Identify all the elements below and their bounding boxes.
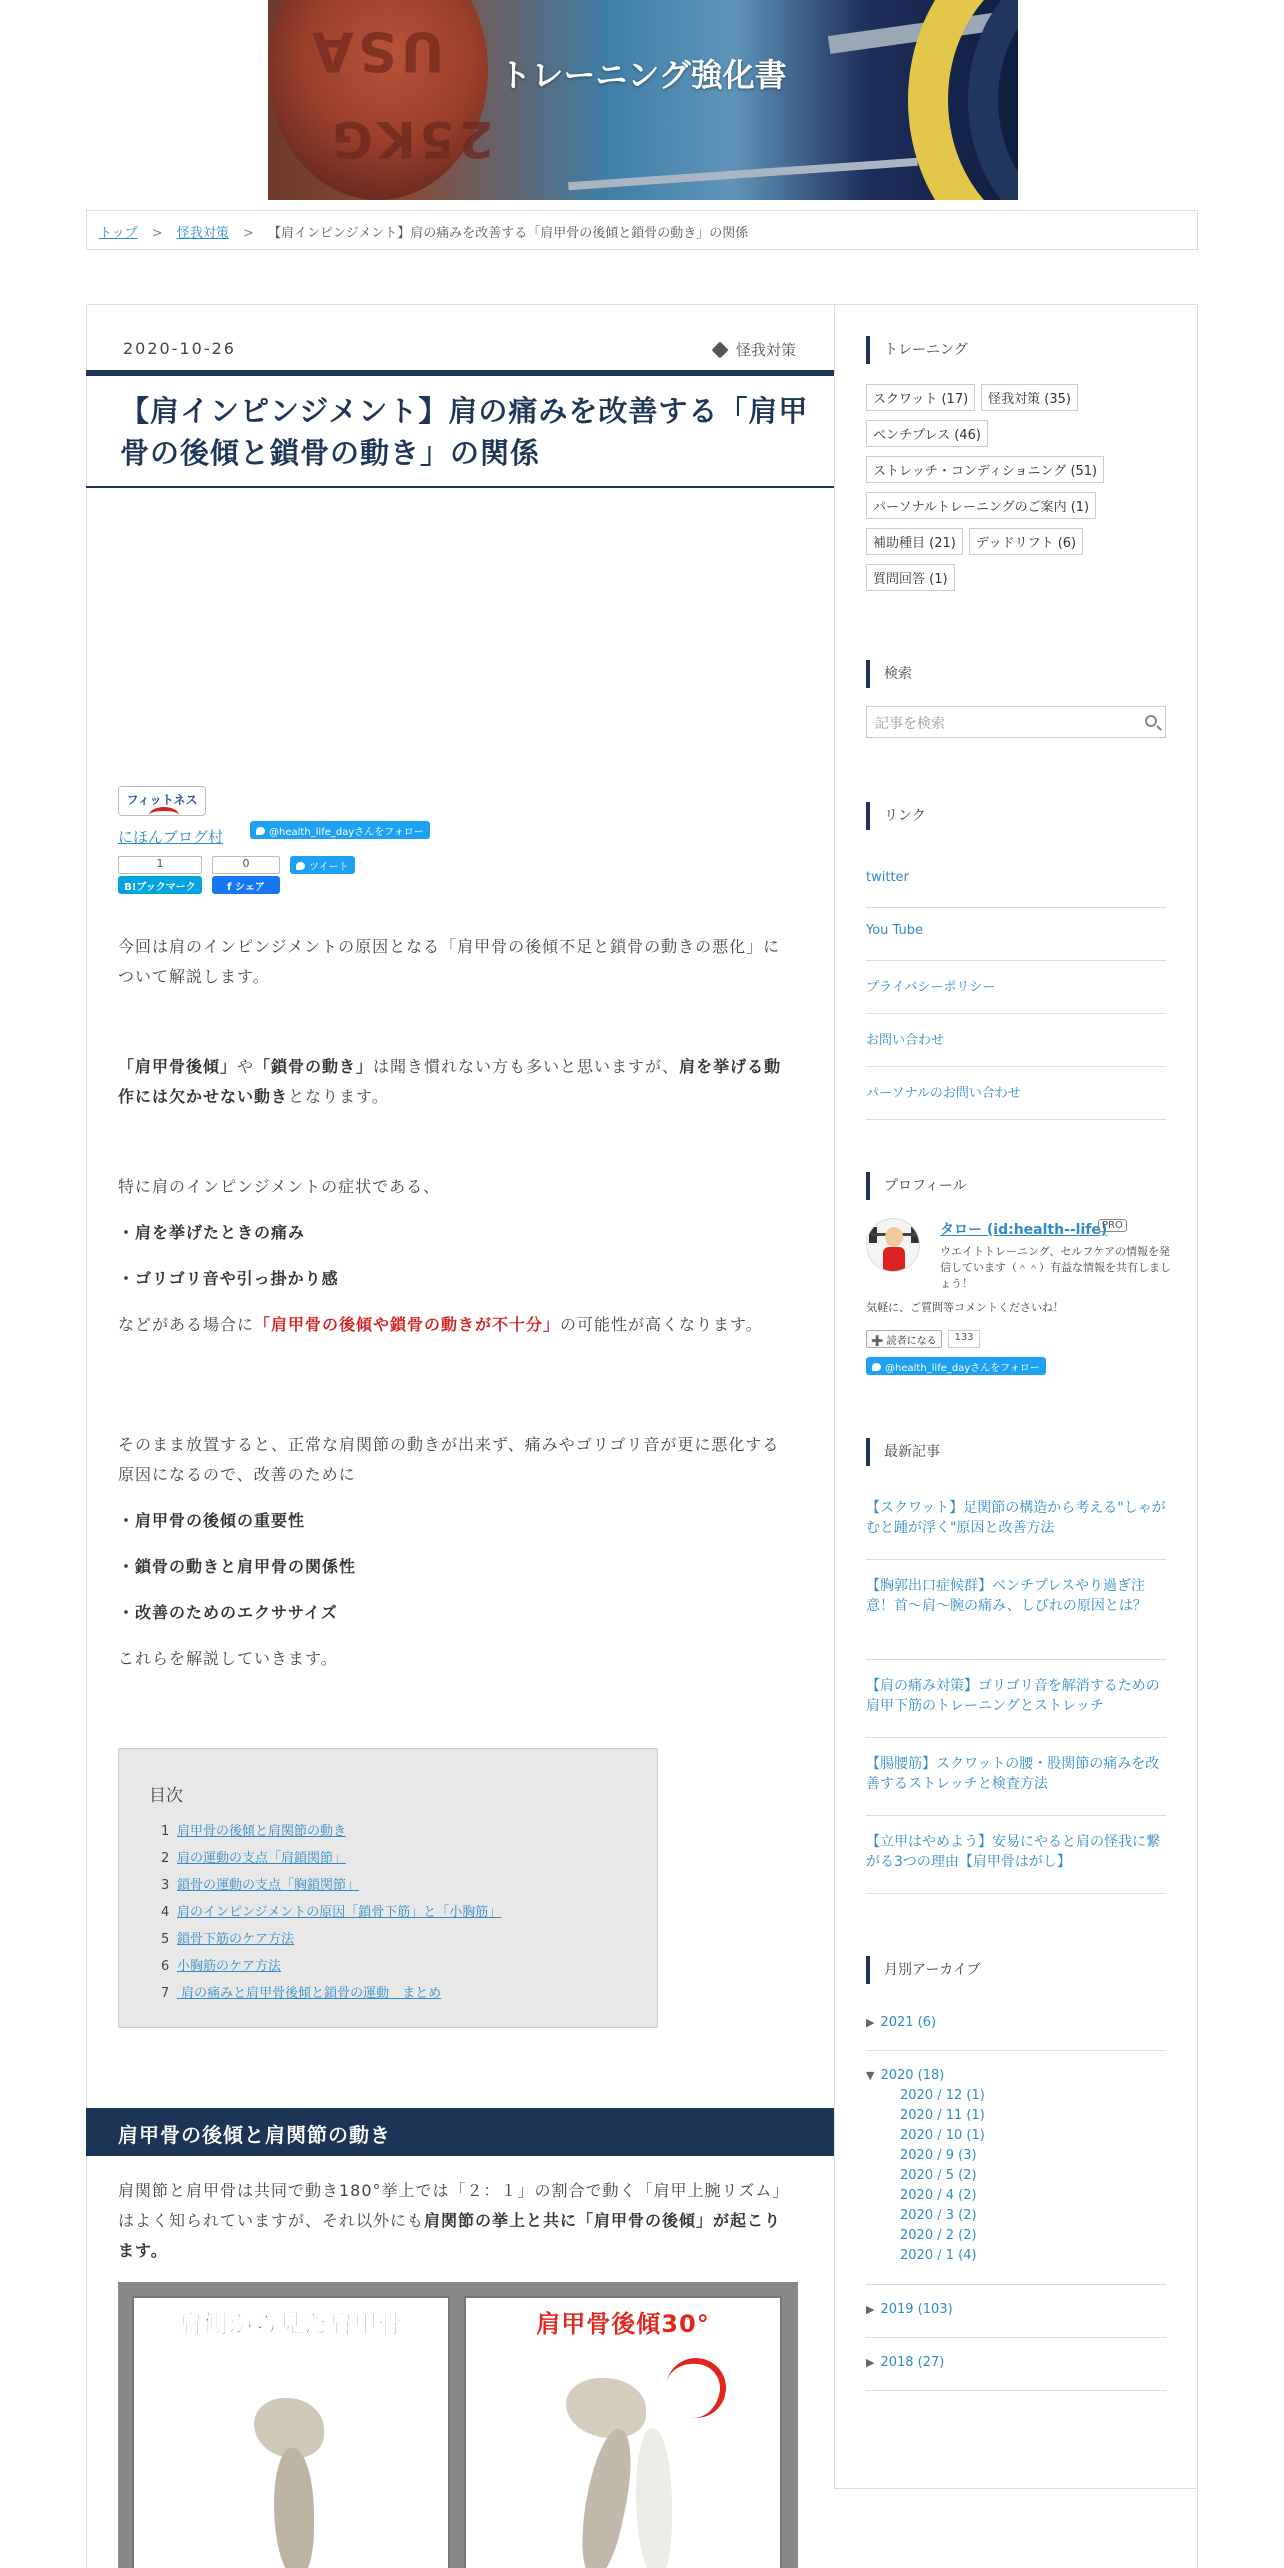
breadcrumb bbox=[86, 210, 1198, 250]
archive-divider bbox=[866, 2284, 1166, 2285]
archive-year-2021[interactable] bbox=[866, 2015, 936, 2030]
toc-title: 目次 bbox=[149, 1786, 183, 1806]
category-tag[interactable]: パーソナルトレーニングのご案内 (1) bbox=[866, 492, 1096, 519]
site-header-banner[interactable] bbox=[268, 0, 1018, 200]
toc-link[interactable]: 鎖骨の運動の支点「胸鎖関節」 bbox=[177, 1878, 360, 1893]
search-icon[interactable] bbox=[1145, 715, 1157, 727]
scapula-bone-image bbox=[566, 2378, 646, 2438]
hatena-label: B!ブックマーク bbox=[118, 876, 202, 894]
search-input[interactable] bbox=[866, 706, 1166, 738]
avatar-head bbox=[885, 1227, 903, 1247]
expand-arrow-icon[interactable]: ▶ bbox=[866, 2016, 875, 2029]
expand-arrow-icon[interactable]: ▶ bbox=[866, 2356, 875, 2369]
recent-post-link[interactable]: 【スクワット】足関節の構造から考える"しゃがむと踵が浮く"原因と改善方法 bbox=[866, 1498, 1166, 1560]
toc-item[interactable] bbox=[149, 1899, 627, 1926]
facebook-icon: f bbox=[227, 882, 236, 893]
bold-text: 「肩甲骨後傾」 bbox=[118, 1057, 238, 1076]
paragraph bbox=[118, 1052, 788, 1112]
archive-divider bbox=[866, 2050, 1166, 2051]
facebook-share-button[interactable] bbox=[212, 856, 280, 894]
sidebar-link-privacy[interactable]: プライバシーポリシー bbox=[866, 961, 1166, 1014]
avatar[interactable] bbox=[866, 1218, 920, 1272]
twitter-follow-label: @health_life_dayさんをフォロー bbox=[269, 827, 424, 838]
bold-text: 肩を挙げる動作には欠かせない動き bbox=[118, 1057, 782, 1106]
toc-link[interactable]: 肩甲骨の後傾と肩関節の動き bbox=[177, 1824, 347, 1839]
toc-item[interactable] bbox=[149, 1926, 627, 1953]
sidebar-link-youtube[interactable]: You Tube bbox=[866, 908, 1166, 961]
subscriber-count: 133 bbox=[948, 1330, 980, 1348]
archive-year-2020[interactable] bbox=[866, 2068, 944, 2083]
breadcrumb-category-link[interactable]: 怪我対策 bbox=[176, 226, 229, 241]
archive-month-link[interactable]: 2020 / 10 (1) bbox=[900, 2128, 985, 2143]
archive-month-link[interactable]: 2020 / 4 (2) bbox=[900, 2188, 977, 2203]
badge-swoosh-icon bbox=[149, 807, 179, 816]
profile-description-2: 気軽に、ご質問等コメントくださいね！ bbox=[866, 1301, 1064, 1314]
sidebar-profile-title: プロフィール bbox=[866, 1172, 967, 1200]
archive-month-link[interactable]: 2020 / 1 (4) bbox=[900, 2248, 977, 2263]
category-tag[interactable]: 怪我対策 (35) bbox=[981, 384, 1078, 411]
twitter-bird-icon bbox=[872, 1363, 881, 1371]
archive-divider bbox=[866, 2390, 1166, 2391]
paragraph bbox=[118, 2176, 788, 2266]
hatena-bookmark-button[interactable] bbox=[118, 856, 202, 894]
tweet-button[interactable] bbox=[290, 856, 355, 874]
scapula-bone-image bbox=[274, 2448, 314, 2568]
breadcrumb-separator: > bbox=[151, 226, 163, 241]
toc-num: 3 bbox=[161, 1878, 170, 1893]
toc-link[interactable]: 肩の痛みと肩甲骨後傾と鎖骨の運動 まとめ bbox=[177, 1986, 442, 2001]
sidebar-link-contact[interactable]: お問い合わせ bbox=[866, 1014, 1166, 1067]
recent-post-link[interactable]: 【胸郭出口症候群】ベンチプレスやり過ぎ注意！首〜肩〜腕の痛み、しびれの原因とは？ bbox=[866, 1576, 1166, 1660]
scapula-figure bbox=[118, 2282, 798, 2568]
post-title: 【肩インピンジメント】肩の痛みを改善する「肩甲骨の後傾と鎖骨の動き」の関係 bbox=[120, 394, 809, 471]
site-title[interactable]: トレーニング強化書 bbox=[499, 56, 787, 94]
twitter-bird-icon bbox=[296, 862, 305, 870]
breadcrumb-separator: > bbox=[242, 226, 254, 241]
archive-divider bbox=[866, 2337, 1166, 2338]
fitness-blog-badge[interactable] bbox=[118, 786, 206, 816]
figure-caption-left: 肩側から見た肩甲骨 bbox=[178, 2310, 404, 2338]
profile-description: ウエイトトレーニング、セルフケアの情報を発信しています（＾＾）有益な情報を共有しましょう！ bbox=[940, 1245, 1171, 1290]
recent-post-link[interactable]: 【腸腰筋】スクワットの腰・股関節の痛みを改善するストレッチと検査方法 bbox=[866, 1754, 1166, 1816]
category-tag[interactable]: ベンチプレス (46) bbox=[866, 420, 988, 447]
text: は聞き慣れない方も多いと思いますが、 bbox=[373, 1057, 680, 1076]
category-tag[interactable]: スクワット (17) bbox=[866, 384, 975, 411]
pro-badge: PRO bbox=[1098, 1219, 1127, 1232]
toc-num: 4 bbox=[161, 1905, 170, 1920]
post-category[interactable] bbox=[714, 339, 796, 360]
tweet-label: ツイート bbox=[309, 862, 349, 873]
sidebar-bottom-border bbox=[834, 2488, 1198, 2489]
bullet-item: ・鎖骨の動きと肩甲骨の関係性 bbox=[118, 1557, 357, 1576]
category-tag[interactable]: デッドリフト (6) bbox=[969, 528, 1083, 555]
toc-item[interactable] bbox=[149, 1845, 627, 1872]
breadcrumb-current: 【肩インピンジメント】肩の痛みを改善する「肩甲骨の後傾と鎖骨の動き」の関係 bbox=[268, 226, 749, 241]
toc-num: 2 bbox=[161, 1851, 170, 1866]
section-heading: 肩甲骨の後傾と肩関節の動き bbox=[86, 2108, 834, 2156]
figure-caption-right: 肩甲骨後傾30° bbox=[536, 2310, 710, 2338]
archive-year-2018[interactable] bbox=[866, 2355, 944, 2370]
toc-item[interactable] bbox=[149, 1818, 627, 1845]
paragraph: 特に肩のインピンジメントの症状である、 bbox=[118, 1177, 441, 1196]
category-tag[interactable]: 補助種目 (21) bbox=[866, 528, 963, 555]
hatena-count: 1 bbox=[118, 856, 202, 874]
post-date: 2020-10-26 bbox=[123, 339, 236, 358]
facebook-label-text: シェア bbox=[235, 882, 265, 893]
sidebar-search-title: 検索 bbox=[866, 660, 912, 688]
toc-link[interactable]: 小胸筋のケア方法 bbox=[177, 1959, 282, 1974]
post-title-box bbox=[86, 370, 834, 488]
breadcrumb-top-link[interactable]: トップ bbox=[99, 226, 138, 241]
article bbox=[86, 304, 834, 2568]
tag-icon bbox=[711, 342, 728, 359]
archive-month-link[interactable]: 2020 / 3 (2) bbox=[900, 2208, 977, 2223]
text: となります。 bbox=[288, 1087, 389, 1106]
paragraph: これらを解説していきます。 bbox=[118, 1649, 338, 1668]
subscribe-button[interactable]: ➕ 読者になる bbox=[866, 1330, 942, 1348]
sidebar-links-title: リンク bbox=[866, 802, 926, 830]
collapse-arrow-icon[interactable]: ▼ bbox=[866, 2069, 875, 2082]
paragraph: 今回は肩のインピンジメントの原因となる「肩甲骨の後傾不足と鎖骨の動きの悪化」について解説します。 bbox=[118, 937, 781, 986]
archive-year-2019[interactable] bbox=[866, 2302, 953, 2317]
barbell-image-2 bbox=[568, 158, 918, 190]
bold-text: 「鎖骨の動き」 bbox=[254, 1057, 374, 1076]
archive-month-link[interactable]: 2020 / 2 (2) bbox=[900, 2228, 977, 2243]
paragraph: そのまま放置すると、正常な肩関節の動きが出来ず、痛みやゴリゴリ音が更に悪化する原因になるので、改善のために bbox=[118, 1435, 780, 1484]
profile-name-link[interactable]: タロー (id:health--life) bbox=[940, 1222, 1108, 1238]
avatar-body bbox=[883, 1247, 905, 1271]
category-tag-list bbox=[866, 384, 1176, 600]
archive-month-link[interactable]: 2020 / 11 (1) bbox=[900, 2108, 985, 2123]
facebook-label bbox=[212, 876, 280, 894]
scapula-bone-ghost bbox=[636, 2428, 672, 2568]
twitter-follow-button[interactable] bbox=[866, 1357, 1046, 1375]
bullet-item: ・改善のためのエクササイズ bbox=[118, 1603, 338, 1622]
archive-year-label[interactable]: 2020 (18) bbox=[880, 2068, 945, 2083]
twitter-follow-label: @health_life_dayさんをフォロー bbox=[885, 1363, 1040, 1374]
sidebar-link-personal-contact[interactable]: パーソナルのお問い合わせ bbox=[866, 1067, 1166, 1120]
sidebar-archive-title: 月別アーカイブ bbox=[866, 1956, 980, 1984]
category-tag[interactable]: 質問回答 (1) bbox=[866, 564, 955, 591]
plate-embossed-text: USA bbox=[308, 20, 445, 83]
category-tag[interactable]: ストレッチ・コンディショニング (51) bbox=[866, 456, 1104, 483]
archive-month-list bbox=[900, 2086, 985, 2266]
archive-year-label[interactable]: 2021 (6) bbox=[880, 2015, 937, 2030]
facebook-count: 0 bbox=[212, 856, 280, 874]
toc-num: 5 bbox=[161, 1932, 170, 1947]
figure-panel-right bbox=[464, 2296, 782, 2568]
fitness-badge-label: フィットネス bbox=[126, 793, 198, 807]
text: 肩関節と肩甲骨は共同で動き180°挙上では「２：１」の割合で動く「肩甲上腕リズム」はよく知られていますが、それ以外にも bbox=[118, 2181, 782, 2230]
toc-num: 1 bbox=[161, 1824, 170, 1839]
rotation-arrow-icon bbox=[661, 2353, 731, 2423]
bold-text: 肩関節の挙上と共に「肩甲骨の後傾」が起こります。 bbox=[118, 2211, 782, 2260]
toc-num: 6 bbox=[161, 1959, 170, 1974]
toc-link[interactable]: 肩のインピンジメントの原因「鎖骨下筋」と「小胸筋」 bbox=[177, 1905, 502, 1920]
toc-num: 7 bbox=[161, 1986, 170, 2001]
paragraph bbox=[118, 1310, 788, 1340]
bullet-item: ・肩を挙げたときの痛み bbox=[118, 1223, 306, 1242]
archive-month-link[interactable]: 2020 / 5 (2) bbox=[900, 2168, 977, 2183]
toc-link[interactable]: 肩の運動の支点「肩鎖関節」 bbox=[177, 1851, 347, 1866]
sidebar-recent-title: 最新記事 bbox=[866, 1438, 940, 1466]
archive-month-link[interactable]: 2020 / 12 (1) bbox=[900, 2088, 985, 2103]
text: や bbox=[237, 1057, 255, 1076]
toc-item[interactable] bbox=[149, 1872, 627, 1899]
sidebar-training-title: トレーニング bbox=[866, 336, 968, 364]
sidebar-divider bbox=[834, 304, 835, 2489]
table-of-contents bbox=[118, 1748, 658, 2028]
text: などがある場合に bbox=[118, 1315, 255, 1334]
scapula-bone-image bbox=[571, 2425, 641, 2568]
toc-link[interactable]: 鎖骨下筋のケア方法 bbox=[177, 1932, 295, 1947]
text: の可能性が高くなります。 bbox=[560, 1315, 763, 1334]
plate-embossed-text-2: 25KG bbox=[328, 110, 494, 168]
twitter-follow-button[interactable] bbox=[250, 821, 430, 839]
recent-post-link[interactable]: 【立甲はやめよう】安易にやると肩の怪我に繋がる3つの理由【肩甲骨はがし】 bbox=[866, 1832, 1166, 1894]
recent-post-link[interactable]: 【肩の痛み対策】ゴリゴリ音を解消するための肩甲下筋のトレーニングとストレッチ bbox=[866, 1676, 1166, 1738]
nihon-blog-link[interactable]: にほんブログ村 bbox=[118, 828, 224, 846]
archive-year-label[interactable]: 2018 (27) bbox=[880, 2355, 945, 2370]
search-placeholder: 記事を検索 bbox=[875, 716, 945, 732]
bullet-item: ・ゴリゴリ音や引っ掛かり感 bbox=[118, 1269, 339, 1288]
twitter-bird-icon bbox=[256, 827, 265, 835]
archive-year-label[interactable]: 2019 (103) bbox=[880, 2302, 953, 2317]
highlight-text: 「肩甲骨の後傾や鎖骨の動きが不十分」 bbox=[254, 1315, 561, 1334]
toc-item[interactable] bbox=[149, 1980, 627, 2007]
bullet-item: ・肩甲骨の後傾の重要性 bbox=[118, 1511, 306, 1530]
post-category-label[interactable]: 怪我対策 bbox=[735, 341, 796, 359]
sidebar-link-twitter[interactable]: twitter bbox=[866, 855, 1166, 908]
expand-arrow-icon[interactable]: ▶ bbox=[866, 2303, 875, 2316]
archive-month-link[interactable]: 2020 / 9 (3) bbox=[900, 2148, 977, 2163]
figure-panel-left bbox=[132, 2296, 450, 2568]
toc-item[interactable] bbox=[149, 1953, 627, 1980]
